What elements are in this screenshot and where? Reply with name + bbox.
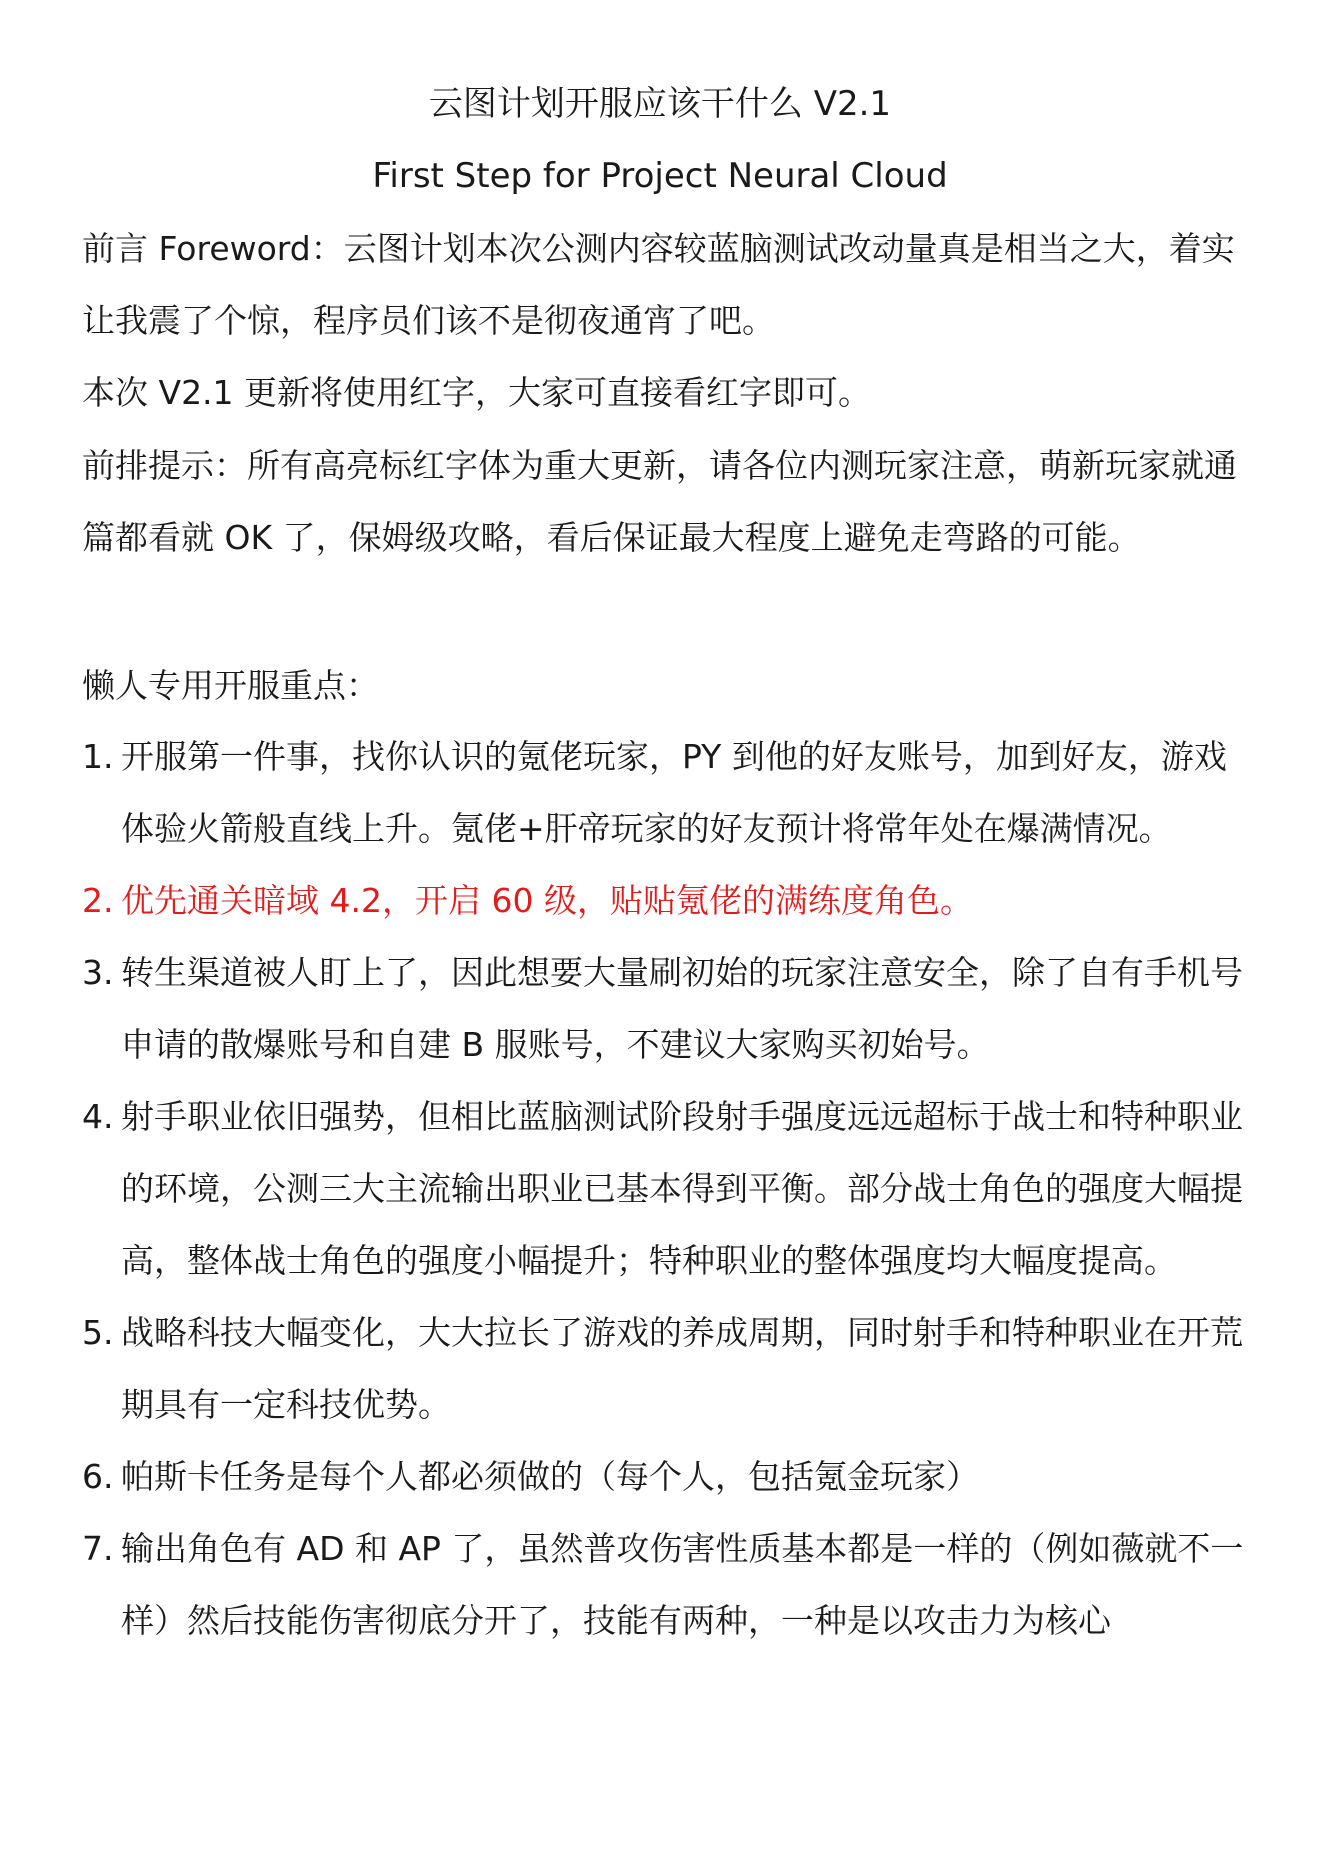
list-item-text: 转生渠道被人盯上了，因此想要大量刷初始的玩家注意安全，除了自有手机号申请的散爆账号和自建 B 服账号，不建议大家购买初始号。 xyxy=(121,953,1243,1064)
list-item-number: 3. xyxy=(82,953,114,992)
list-item-number: 4. xyxy=(82,1097,114,1136)
list-item-number: 6. xyxy=(82,1457,114,1496)
list-item xyxy=(82,1297,1254,1441)
list-item xyxy=(82,1441,1254,1513)
list-item-text: 优先通关暗域 4.2，开启 60 级，贴贴氪佬的满练度角色。 xyxy=(121,881,973,920)
lazy-guide-heading: 懒人专用开服重点： xyxy=(82,666,379,705)
list-item-number: 7. xyxy=(82,1529,114,1568)
list-item xyxy=(82,937,1254,1081)
list-item-text: 输出角色有 AD 和 AP 了，虽然普攻伤害性质基本都是一样的（例如薇就不一样）然后技能伤害彻底分开了，技能有两种，一种是以攻击力为核心 xyxy=(121,1529,1244,1640)
key-points-list xyxy=(82,721,1254,1657)
document-title: 云图计划开服应该干什么 V2.1 xyxy=(428,84,892,124)
list-item xyxy=(82,1513,1254,1657)
list-item-number: 5. xyxy=(82,1313,114,1352)
foreword-paragraph: 前言 Foreword：云图计划本次公测内容较蓝脑测试改动量真是相当之大，着实让我震了个惊，程序员们该不是彻夜通宵了吧。 xyxy=(82,229,1235,340)
list-item-number: 1. xyxy=(82,737,114,776)
list-item xyxy=(82,721,1254,865)
update-note-paragraph: 本次 V2.1 更新将使用红字，大家可直接看红字即可。 xyxy=(82,373,872,412)
list-item-number: 2. xyxy=(82,881,114,920)
list-item-text: 开服第一件事，找你认识的氪佬玩家，PY 到他的好友账号，加到好友，游戏体验火箭般直线上升。氪佬+肝帝玩家的好友预计将常年处在爆满情况。 xyxy=(121,737,1227,848)
document-subtitle: First Step for Project Neural Cloud xyxy=(372,156,948,196)
list-item-text: 帕斯卡任务是每个人都必须做的（每个人，包括氪金玩家） xyxy=(121,1457,979,1496)
list-item xyxy=(82,1081,1254,1297)
notice-paragraph: 前排提示：所有高亮标红字体为重大更新，请各位内测玩家注意，萌新玩家就通篇都看就 OK 了，保姆级攻略，看后保证最大程度上避免走弯路的可能。 xyxy=(82,446,1237,557)
list-item-highlighted xyxy=(82,865,1254,937)
list-item-text: 射手职业依旧强势，但相比蓝脑测试阶段射手强度远远超标于战士和特种职业的环境，公测三大主流输出职业已基本得到平衡。部分战士角色的强度大幅提高，整体战士角色的强度小幅提升；特种职业的整体强度均大幅度提高。 xyxy=(121,1097,1243,1280)
list-item-text: 战略科技大幅变化，大大拉长了游戏的养成周期，同时射手和特种职业在开荒期具有一定科技优势。 xyxy=(121,1313,1243,1424)
